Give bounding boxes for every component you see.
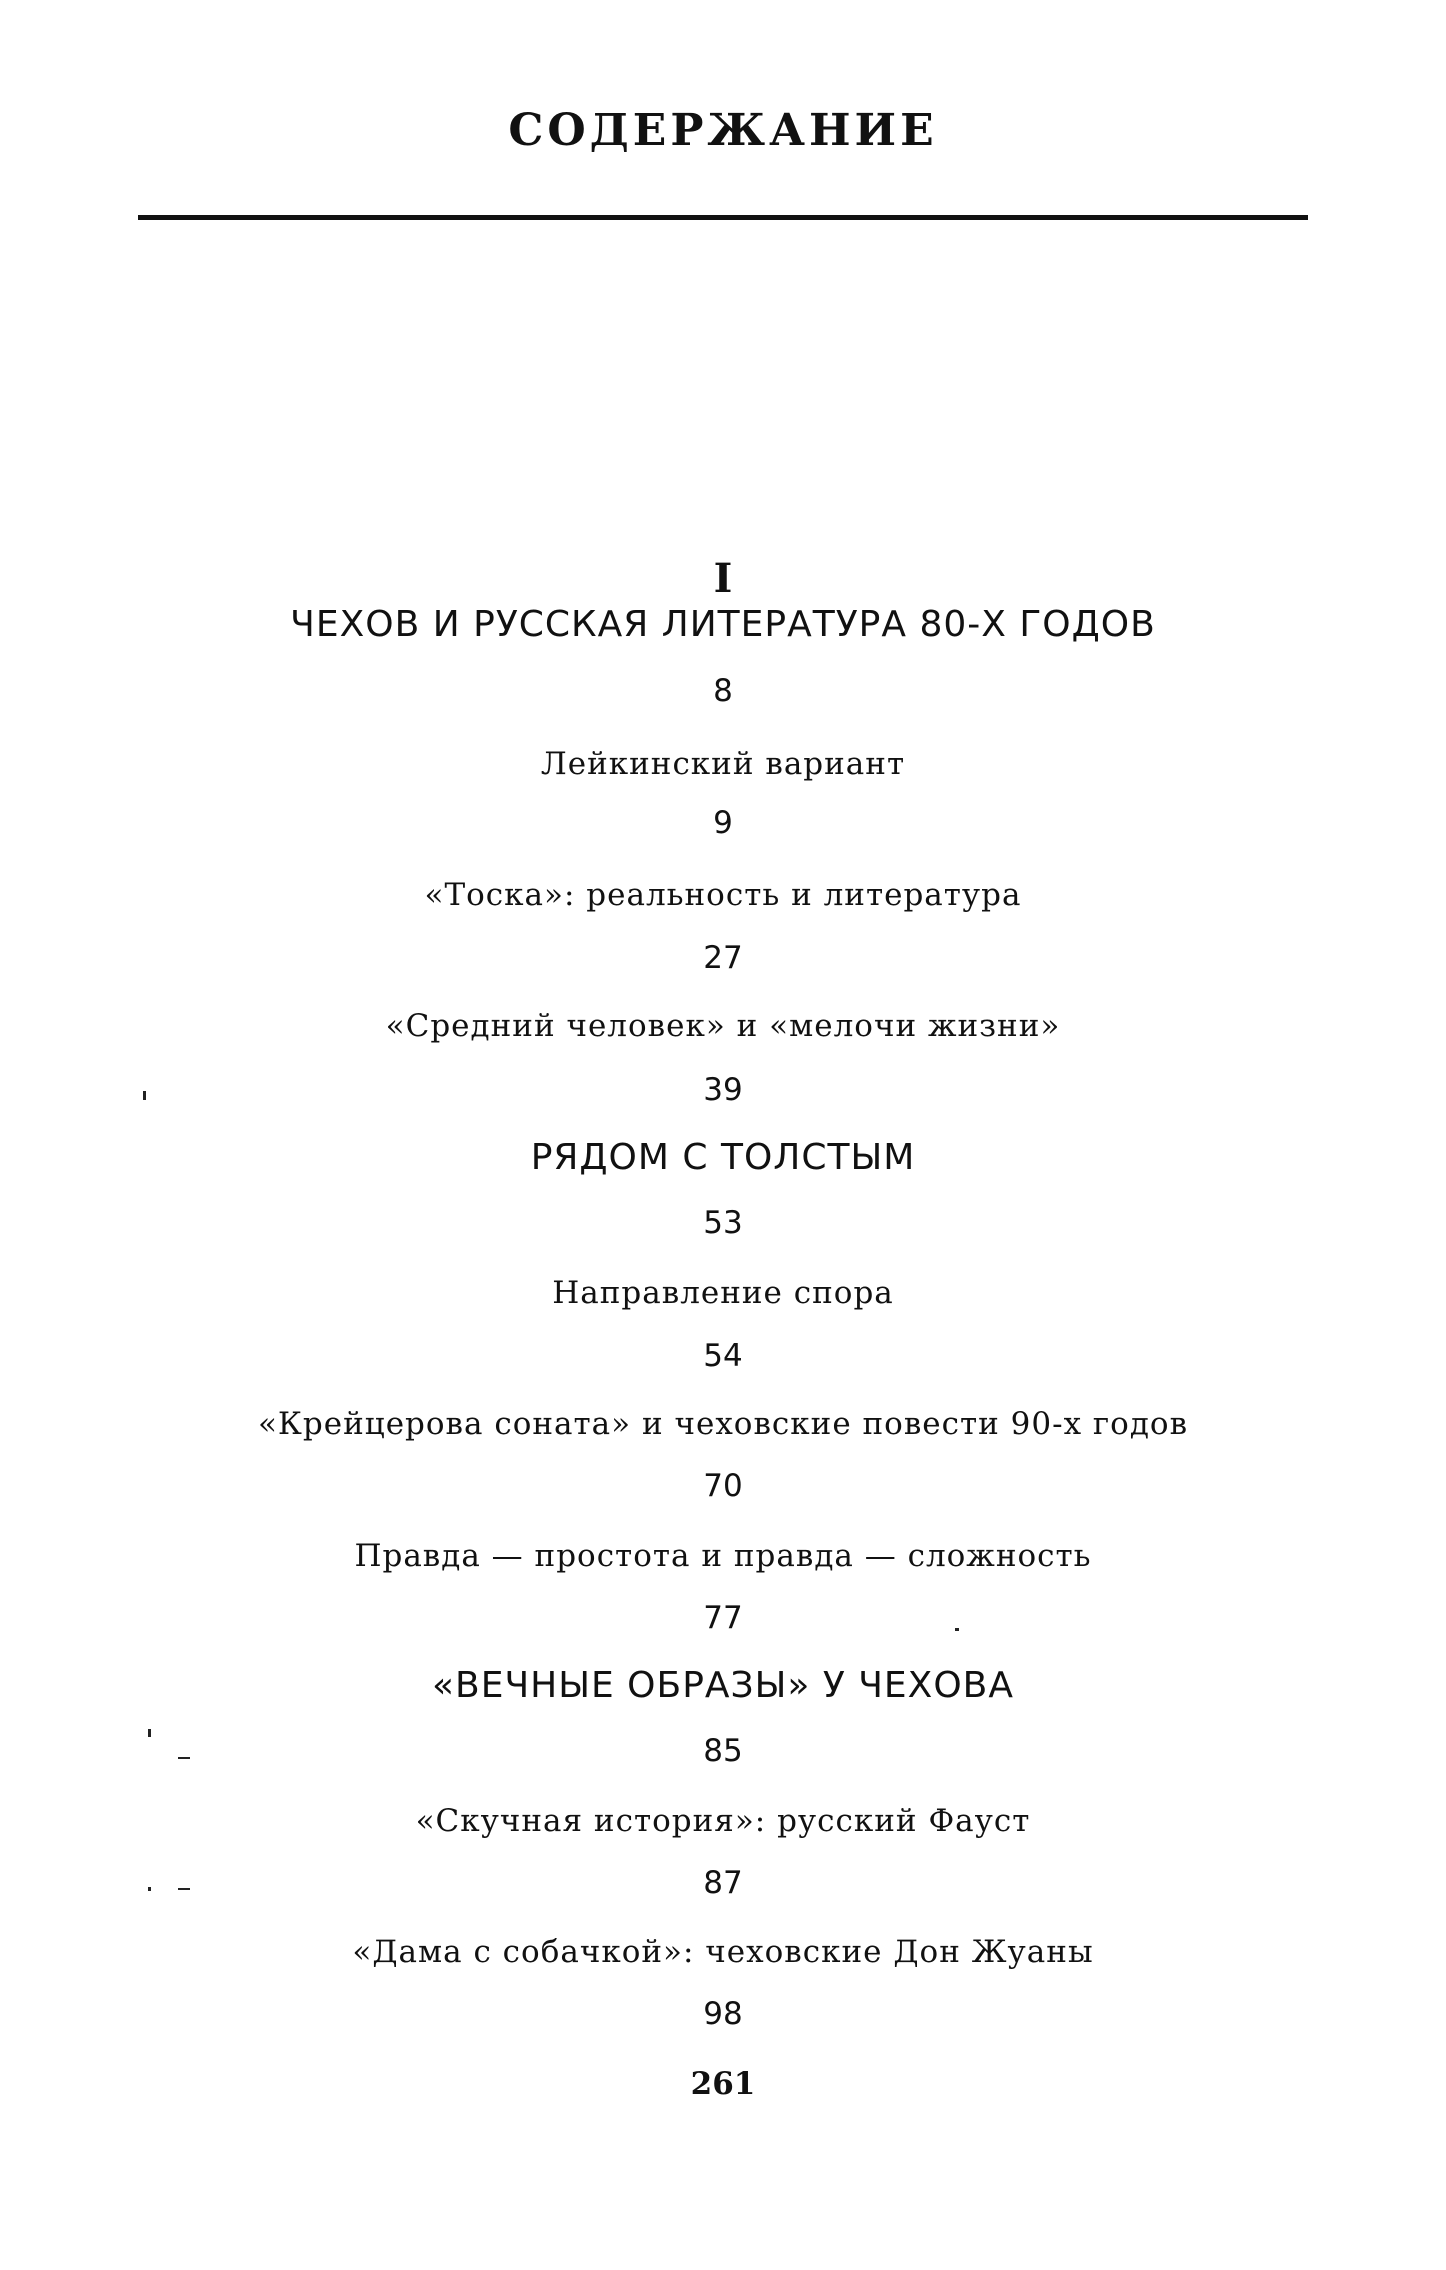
part-number: I: [713, 555, 733, 602]
toc-page-number: 77: [703, 1600, 743, 1636]
toc-entry-chapter: «Крейцерова соната» и чеховские повести 90-х годов: [257, 1406, 1189, 1442]
folio-page-number: 261: [690, 2066, 756, 2102]
toc-entry-chapter: «Дама с собачкой»: чеховские Дон Жуаны: [352, 1934, 1094, 1970]
toc-page-number: 27: [703, 940, 743, 976]
toc-entry-section: «ВЕЧНЫЕ ОБРАЗЫ» У ЧЕХОВА: [432, 1665, 1014, 1706]
scan-speck: [143, 1091, 146, 1100]
toc-entry-chapter: «Скучная история»: русский Фауст: [415, 1803, 1031, 1839]
toc-entry-chapter: Лейкинский вариант: [540, 746, 906, 782]
scan-speck: [148, 1887, 151, 1891]
toc-page-number: 8: [713, 673, 733, 709]
toc-page-number: 98: [703, 1996, 743, 2032]
scan-speck: [148, 1729, 151, 1737]
scan-speck: [178, 1757, 190, 1759]
toc-page-number: 9: [713, 805, 733, 841]
contents-heading: СОДЕРЖАНИЕ: [508, 105, 938, 156]
toc-page-number: 53: [703, 1205, 743, 1241]
toc-entry-chapter: Правда — простота и правда — сложность: [354, 1538, 1092, 1574]
toc-page-number: 39: [703, 1072, 743, 1108]
scan-speck: [178, 1888, 190, 1890]
toc-entry-chapter: Направление спора: [552, 1275, 894, 1311]
toc-page-number: 87: [703, 1865, 743, 1901]
toc-page-number: 70: [703, 1468, 743, 1504]
toc-entry-section: ЧЕХОВ И РУССКАЯ ЛИТЕРАТУРА 80-Х ГОДОВ: [290, 604, 1156, 645]
scan-speck: [955, 1628, 959, 1631]
toc-page-number: 85: [703, 1733, 743, 1769]
toc-page-number: 54: [703, 1338, 743, 1374]
toc-entry-chapter: «Средний человек» и «мелочи жизни»: [385, 1008, 1061, 1044]
toc-entry-section: РЯДОМ С ТОЛСТЫМ: [530, 1137, 916, 1178]
toc-entry-chapter: «Тоска»: реальность и литература: [424, 877, 1022, 913]
heading-rule: [138, 215, 1308, 220]
